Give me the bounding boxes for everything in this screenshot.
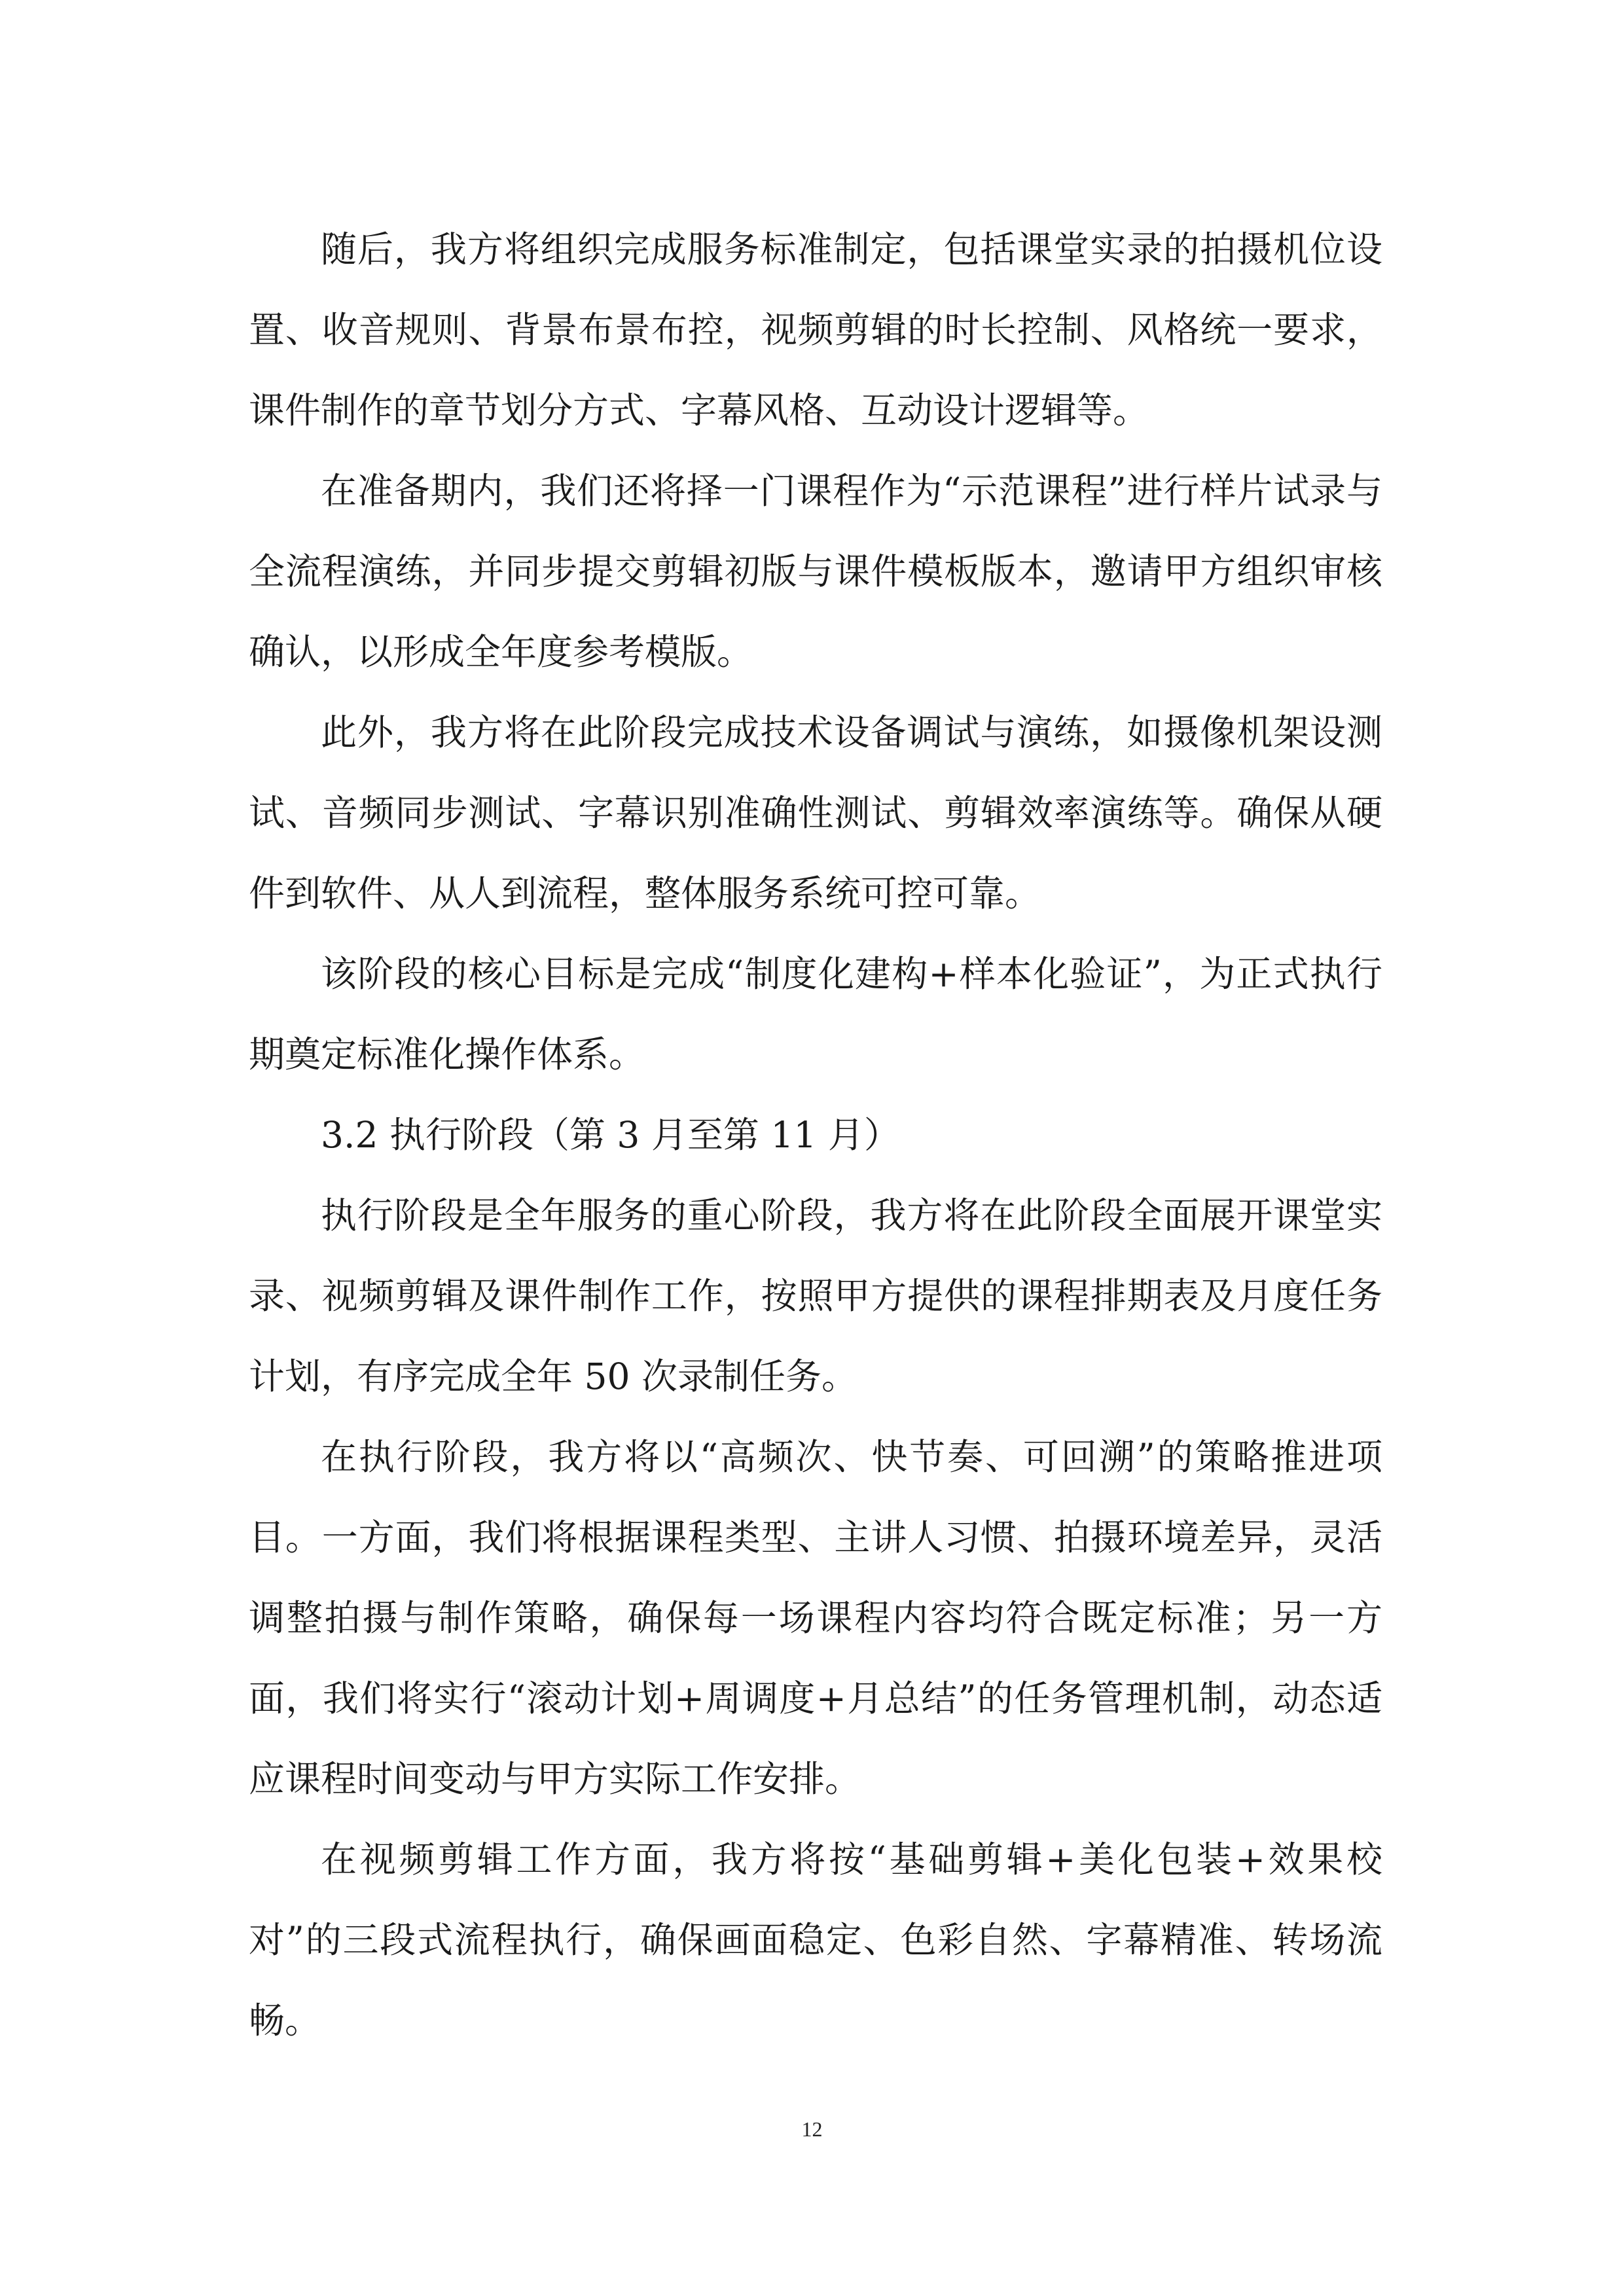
paragraph-6: 在执行阶段，我方将以“高频次、快节奏、可回溯”的策略推进项目。一方面，我们将根据课程类型、主讲人习惯、拍摄环境差异，灵活调整拍摄与制作策略，确保每一场课程内容均符合既定标准；另一方面，我们将实行“滚动计划+周调度+月总结”的任务管理机制，动态适应课程时间变动与甲方实际工作安排。 — [249, 1436, 1382, 1800]
paragraph-5: 执行阶段是全年服务的重心阶段，我方将在此阶段全面展开课堂实录、视频剪辑及课件制作工作，按照甲方提供的课程排期表及月度任务计划，有序完成全年 50 次录制任务。 — [249, 1194, 1382, 1397]
body-text — [249, 209, 1382, 2061]
paragraph-2: 在准备期内，我们还将择一门课程作为“示范课程”进行样片试录与全流程演练，并同步提交剪辑初版与课件模板版本，邀请甲方组织审核确认，以形成全年度参考模版。 — [249, 470, 1382, 673]
paragraph-3: 此外，我方将在此阶段完成技术设备调试与演练，如摄像机架设测试、音频同步测试、字幕识别准确性测试、剪辑效率演练等。确保从硬件到软件、从人到流程，整体服务系统可控可靠。 — [249, 711, 1382, 914]
paragraph-7: 在视频剪辑工作方面，我方将按“基础剪辑+美化包装+效果校对”的三段式流程执行，确保画面稳定、色彩自然、字幕精准、转场流畅。 — [249, 1839, 1382, 2041]
paragraph-4: 该阶段的核心目标是完成“制度化建构+样本化验证”，为正式执行期奠定标准化操作体系。 — [249, 953, 1382, 1075]
paragraph-1: 随后，我方将组织完成服务标准制定，包括课堂实录的拍摄机位设置、收音规则、背景布景布控，视频剪辑的时长控制、风格统一要求，课件制作的章节划分方式、字幕风格、互动设计逻辑等。 — [249, 228, 1382, 431]
section-heading: 3.2 执行阶段（第 3 月至第 11 月） — [321, 1114, 900, 1156]
page-number: 12 — [801, 2117, 823, 2141]
